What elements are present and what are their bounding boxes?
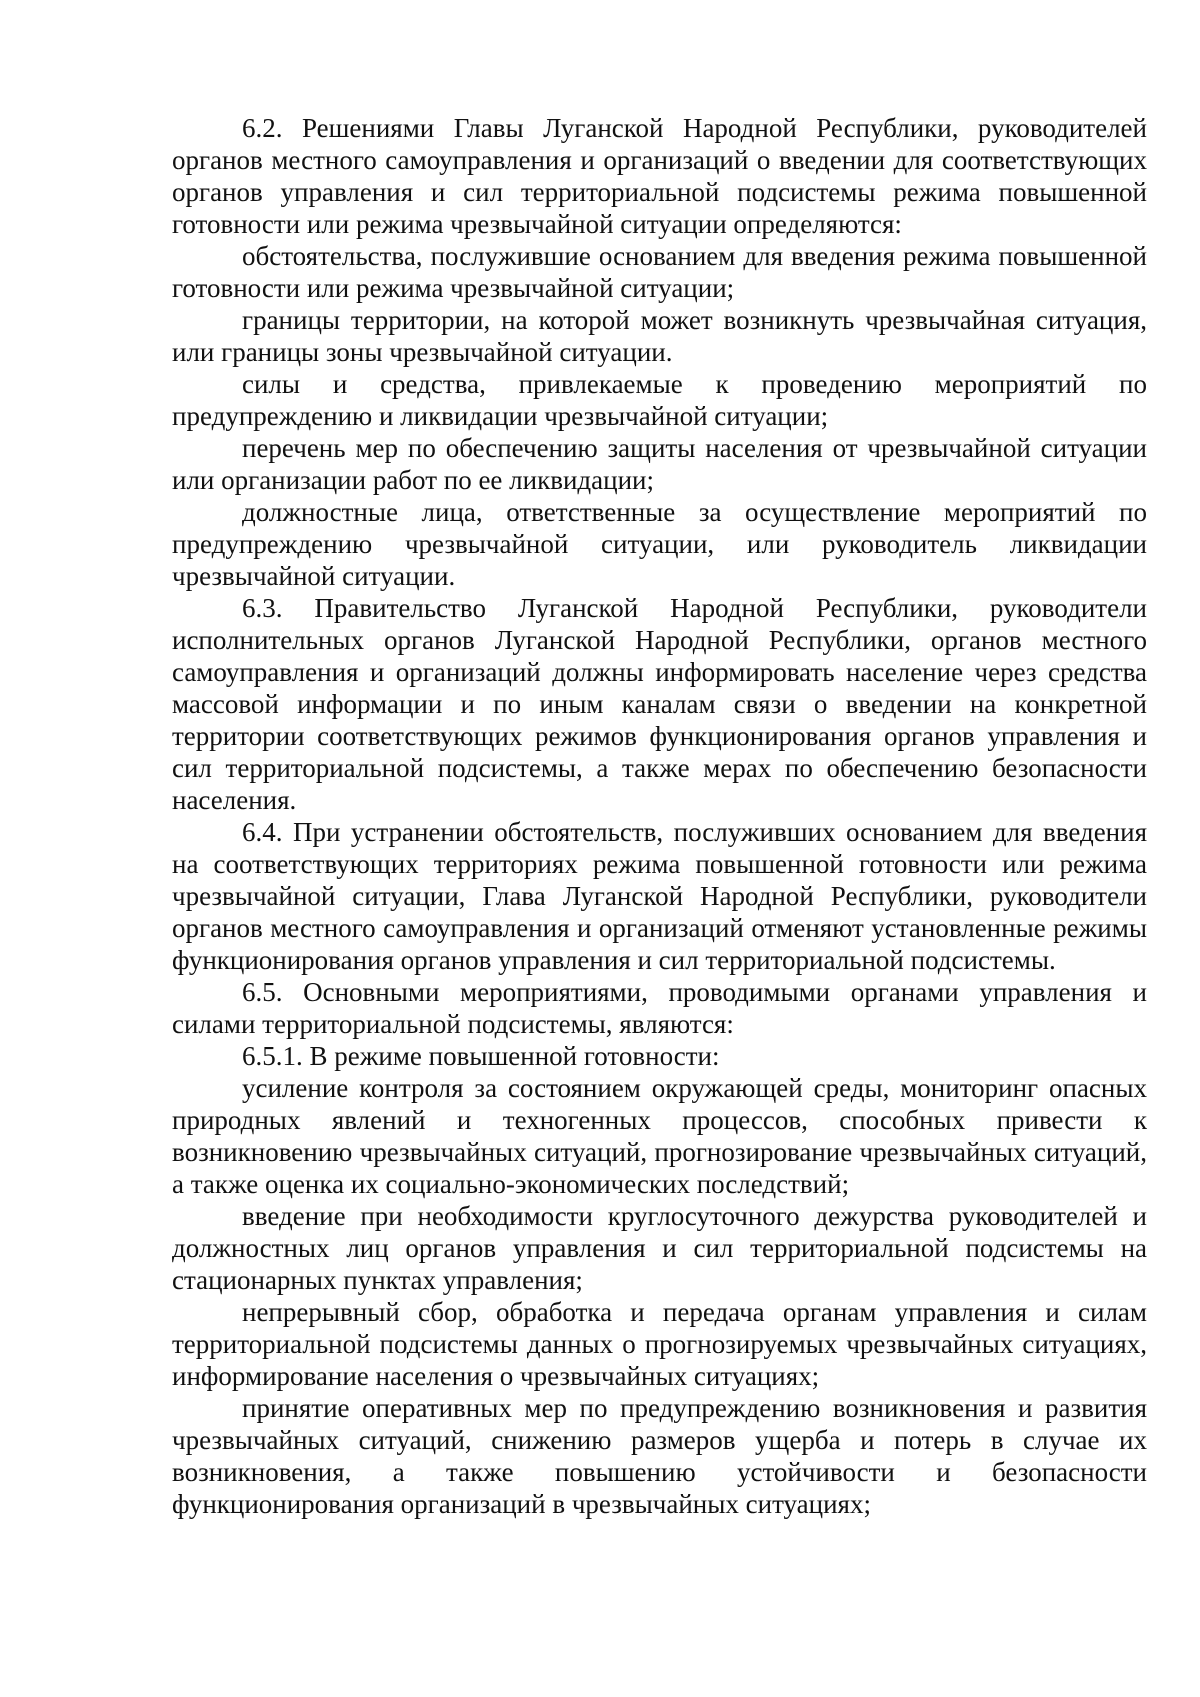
paragraph-6-5: 6.5. Основными мероприятиями, проводимыми органами управления и силами территориальной подсистемы, являются: (172, 977, 1147, 1039)
list-item-data-collection: непрерывный сбор, обработка и передача органам управления и силам территориальной подсистемы данных о прогнозируемых чрезвычайных ситуациях, информирование населения о чрезвычайных ситуациях; (172, 1297, 1147, 1391)
list-item-territory-boundaries: границы территории, на которой может возникнуть чрезвычайная ситуация, или границы зоны чрезвычайной ситуации. (172, 305, 1147, 367)
paragraph-6-2: 6.2. Решениями Главы Луганской Народной Республики, руководителей органов местного самоуправления и организаций о введении для соответствующих органов управления и сил территориальной подсистемы режима повышенной готовности или режима чрезвычайной ситуации определяются: (172, 113, 1147, 239)
list-item-officials: должностные лица, ответственные за осуществление мероприятий по предупреждению чрезвычайной ситуации, или руководитель ликвидации чрезвычайной ситуации. (172, 497, 1147, 591)
list-item-monitoring: усиление контроля за состоянием окружающей среды, мониторинг опасных природных явлений и техногенных процессов, способных привести к возникновению чрезвычайных ситуаций, прогнозирование чрезвычайных ситуаций, а также оценка их социально-экономических последствий; (172, 1073, 1147, 1199)
paragraph-6-4: 6.4. При устранении обстоятельств, послуживших основанием для введения на соответствующих территориях режима повышенной готовности или режима чрезвычайной ситуации, Глава Луганской Народной Республики, руководители органов местного самоуправления и организаций отменяют установленные режимы функционирования органов управления и сил территориальной подсистемы. (172, 817, 1147, 975)
paragraph-6-3: 6.3. Правительство Луганской Народной Республики, руководители исполнительных органов Луганской Народной Республики, органов местного самоуправления и организаций должны информировать население через средства массовой информации и по иным каналам связи о введении на конкретной территории соответствующих режимов функционирования органов управления и сил территориальной подсистемы, а также мерах по обеспечению безопасности населения. (172, 593, 1147, 815)
paragraph-6-5-1: 6.5.1. В режиме повышенной готовности: (242, 1041, 720, 1071)
list-item-protection-measures: перечень мер по обеспечению защиты населения от чрезвычайной ситуации или организации работ по ее ликвидации; (172, 433, 1147, 495)
list-item-duty: введение при необходимости круглосуточного дежурства руководителей и должностных лиц органов управления и сил территориальной подсистемы на стационарных пунктах управления; (172, 1201, 1147, 1295)
document-body (172, 112, 1147, 1520)
list-item-forces-and-means: силы и средства, привлекаемые к проведению мероприятий по предупреждению и ликвидации чрезвычайной ситуации; (172, 369, 1147, 431)
list-item-circumstances: обстоятельства, послужившие основанием для введения режима повышенной готовности или режима чрезвычайной ситуации; (172, 241, 1147, 303)
list-item-prevention: принятие оперативных мер по предупреждению возникновения и развития чрезвычайных ситуаций, снижению размеров ущерба и потерь в случае их возникновения, а также повышению устойчивости и безопасности функционирования организаций в чрезвычайных ситуациях; (172, 1393, 1147, 1519)
